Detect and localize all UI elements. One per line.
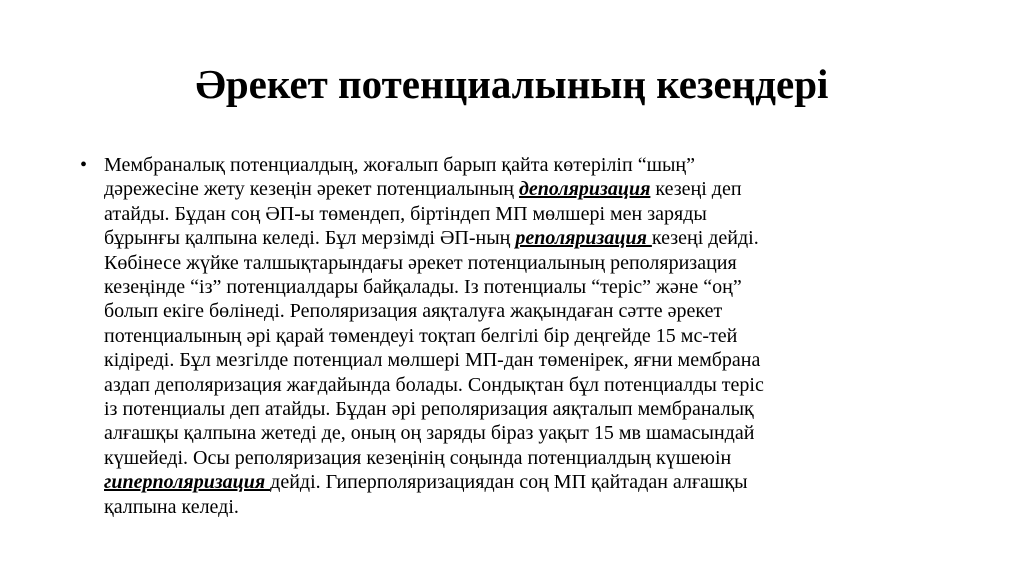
text-segment: аздап деполяризация жағдайында болады. Сондықтан бұл потенциалды теріс (104, 373, 764, 396)
emphasized-term: деполяризация (518, 178, 651, 201)
text-line (104, 348, 954, 372)
text-line (104, 446, 954, 470)
bullet-list (78, 153, 954, 519)
text-segment: күшейеді. Осы реполяризация кезеңінің соңында потенциалдың күшеюін (104, 446, 732, 469)
text-line (104, 397, 954, 421)
text-line (104, 421, 954, 445)
bullet-item (78, 153, 954, 519)
text-segment: дейді. Гиперполяризациядан соң МП қайтадан алғашқы (270, 471, 748, 494)
text-segment: кезеңі деп (650, 178, 742, 201)
text-line (104, 226, 954, 250)
text-segment: Көбінесе жүйке талшықтарындағы әрекет потенциалының реполяризация (104, 251, 737, 274)
text-segment: бұрынғы қалпына келеді. Бұл мерзімді ӘП-ның (104, 227, 516, 250)
text-line (104, 177, 954, 201)
text-line (104, 275, 954, 299)
text-line (104, 299, 954, 323)
text-line (104, 495, 954, 519)
slide-title: Әрекет потенциалының кезеңдері (195, 61, 829, 107)
text-segment: кезеңі дейді. (651, 227, 759, 250)
text-segment: Мембраналық потенциалдың, жоғалып барып қайта көтеріліп “шың” (104, 154, 695, 176)
text-segment: атайды. Бұдан соң ӘП-ы төмендеп, біртіндеп МП мөлшері мен заряды (104, 202, 707, 225)
text-segment: қалпына келеді. (104, 495, 239, 518)
text-segment: кідіреді. Бұл мезгілде потенциал мөлшері МП-дан төменірек, яғни мембрана (104, 349, 761, 372)
text-line (104, 470, 954, 494)
text-line (104, 251, 954, 275)
text-line (104, 373, 954, 397)
bullet-marker: • (80, 154, 88, 176)
paragraph-text (104, 153, 954, 519)
emphasized-term: реполяризация (515, 227, 652, 250)
text-segment: алғашқы қалпына жетеді де, оның оң заряды біраз уақыт 15 мв шамасындай (104, 422, 755, 445)
emphasized-term: гиперполяризация (104, 471, 271, 494)
text-line (104, 202, 954, 226)
text-line (104, 153, 954, 177)
text-segment: із потенциалы деп атайды. Бұдан әрі реполяризация аяқталып мембраналық (104, 398, 754, 421)
text-segment: дәрежесіне жету кезеңін әрекет потенциалының (104, 178, 519, 201)
text-segment: кезеңінде “із” потенциалдары байқалады. Із потенциалы “теріс” және “оң” (104, 276, 742, 299)
text-line (104, 324, 954, 348)
text-segment: болып екіге бөлінеді. Реполяризация аяқталуға жақындаған сәтте әрекет (104, 300, 723, 323)
text-segment: потенциалының әрі қарай төмендеуі тоқтап белгілі бір деңгейде 15 мс-тей (104, 324, 738, 347)
